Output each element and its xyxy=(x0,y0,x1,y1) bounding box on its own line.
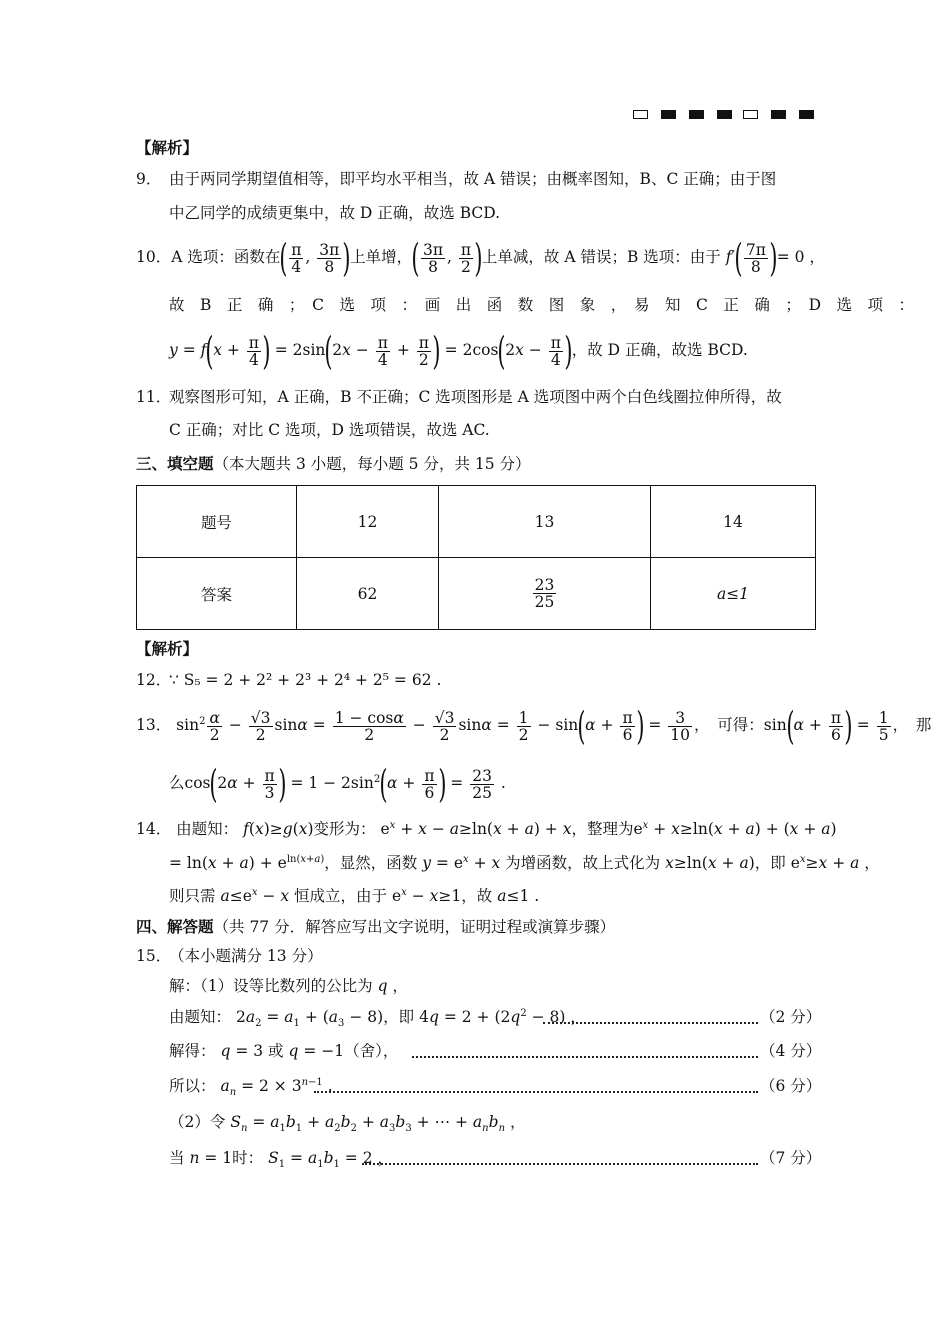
q14-line3: 则只需 $a\le e^x - x$ 恒成立，由于 $e^x - x\ge 1$，故 a≤1 . xyxy=(169,886,540,905)
q15-line1: 解：（1）设等比数列的公比为 q ， xyxy=(169,977,408,995)
table-answer-label: 答案 xyxy=(137,558,297,630)
q11-number: 11． xyxy=(136,388,172,406)
q10-a-prefix: A 选项：函数在 xyxy=(171,248,281,266)
answer-13 xyxy=(439,558,651,630)
answer-13-numerator: 23 xyxy=(534,576,555,594)
mark-filled xyxy=(661,110,676,119)
q14-number: 14． xyxy=(136,820,172,838)
q14-line2: = $\ln(x + a) + e^{ln(x+a)}$，显然，函数 $y = e^x + x$ 为增函数，故上式化为 x≥ln(x + a)，即 $e^x\ge x + a$ ， xyxy=(169,853,880,872)
q15-l4-prefix: 所以： xyxy=(169,1077,216,1095)
table-header-cell: 题号 xyxy=(137,486,297,558)
q12-text: ∵ S₅ = 2 + 2² + 2³ + 2⁴ + 2⁵ = 62 . xyxy=(169,671,442,689)
answer-12: 62 xyxy=(297,558,439,630)
q10-a-inc: 上单增， xyxy=(350,248,413,266)
q15-number: 15． xyxy=(136,947,172,965)
q11-line2: C 正确；对比 C 选项，D 选项错误，故选 AC. xyxy=(169,421,490,439)
leader-dots xyxy=(314,1091,758,1093)
table-row xyxy=(137,486,816,558)
q15-line6: 当 n = 1时： $S_1 = a_1b_1 = 2$ ， xyxy=(169,1149,394,1171)
q15-l5-prefix: （2）令 xyxy=(169,1113,226,1131)
q15-line2: 由题知： $2a_2 = a_1 + (a_3 - 8)$，即 $4q = 2 + (2q^2 - 8)$ ， xyxy=(169,1007,586,1030)
q13-line1: 13． $\sin^2$ $\frac{\alpha}{2}$ − $\frac{√3}{2}$ sinα = $\frac{1 - \cos\alpha}{2}$ − $\frac{√3}{2}$ sinα = $\frac{1}{2}$ − sin(α + $\frac{\pi}{6}$ ) = $\frac{3}{10}$ ， 可得：sin(α + $\frac{\pi}{6}$ ) = $\frac{1}{5}$ ， 那 xyxy=(136,704,932,748)
q13-tail: ， 那 xyxy=(892,716,932,734)
q14-t9: ，故 xyxy=(461,887,493,905)
q14-t1: 由题知： xyxy=(176,820,239,838)
q10-number: 10． xyxy=(136,248,172,266)
q10-line1: 10．A 选项：函数在( $\frac{\pi}{4}$ , $\frac{3\pi}{8}$ )上单增，( $\frac{3\pi}{8}$ , $\frac{\pi}{2}$ )上单减，故 A 错误；B 选项：由于 f′( $\frac{7\pi}{8}$ )= 0 ， xyxy=(136,236,825,280)
score-6: （6 分） xyxy=(760,1077,822,1095)
q15-title: （本小题满分 13 分） xyxy=(169,947,323,965)
q14-t8: 恒成立，由于 xyxy=(294,887,388,905)
q14-t5: 为增函数，故上式化为 xyxy=(505,854,661,872)
section-3-title: 三、填空题 xyxy=(136,454,214,473)
section-3-desc: （本大题共 3 小题，每小题 5 分，共 15 分） xyxy=(213,455,531,473)
q15-l6-prefix: 当 xyxy=(169,1149,185,1167)
q10-a-dec: 上单减，故 A 错误；B 选项：由于 xyxy=(481,248,721,266)
mark-filled xyxy=(689,110,704,119)
score-4: （4 分） xyxy=(760,1042,822,1060)
q15-line5: （2）令 $S_n = a_1b_1 + a_2b_2 + a_3b_3$ + ⋯ + $a_nb_n$ ， xyxy=(169,1113,526,1135)
table-header-cell: 14 xyxy=(651,486,816,558)
q9-number: 9． xyxy=(136,170,162,188)
q14-t7: 则只需 xyxy=(169,887,216,905)
score-2: （2 分） xyxy=(760,1008,822,1026)
q13-number: 13． xyxy=(136,716,172,734)
answer-14: a≤1 xyxy=(651,558,816,630)
score-7: （7 分） xyxy=(760,1149,822,1167)
q13-mid: ， 可得： xyxy=(694,716,764,734)
answer-13-denominator: 25 xyxy=(534,593,555,611)
q15-line3: 解得： q = 3 或 q = −1（舍）， xyxy=(169,1042,399,1060)
leader-dots xyxy=(362,1163,758,1165)
q12-number: 12． xyxy=(136,671,172,689)
q14-t6: ，即 xyxy=(754,854,786,872)
mark-open xyxy=(743,110,758,119)
leader-dots xyxy=(543,1022,758,1024)
table-header-cell: 12 xyxy=(297,486,439,558)
q9-line2: 中乙同学的成绩更集中，故 D 正确，故选 BCD. xyxy=(169,204,501,222)
section-4-heading xyxy=(136,919,615,936)
q10-end: ，故 D 正确，故选 BCD. xyxy=(571,341,748,359)
q15-l2-mid: ，即 xyxy=(383,1008,415,1026)
q15-line4: 所以： $a_n = 2 \times 3^{n-1}$ . xyxy=(169,1076,333,1099)
section-4-title: 四、解答题 xyxy=(136,917,214,936)
table-row xyxy=(137,558,816,630)
q10-line3: y = f(x + $\frac{\pi}{4}$ ) = 2sin(2x − $\frac{\pi}{4}$ + $\frac{\pi}{2}$ ) = 2cos(2x − $\frac{\pi}{4}$ )，故 D 正确，故选 BCD. xyxy=(169,329,748,373)
leader-dots xyxy=(412,1056,758,1058)
analysis-heading: 【解析】 xyxy=(136,639,199,658)
q14-line1: 14． 由题知： f(x)≥g(x)变形为： $e^x + x - a\ge\ln(x + a) + x$，整理为$e^x + x\ge\ln(x + a) + (x + a)$ xyxy=(136,819,837,838)
mark-filled xyxy=(771,110,786,119)
q10-line2: 故 B 正 确 ； C 选 项 ： 画 出 函 数 图 象 ， 易 知 C 正 确 ； D 选 项 ： xyxy=(169,296,915,314)
q13-line2-prefix: 么 xyxy=(169,774,185,792)
section-3-heading xyxy=(136,456,531,473)
q15-l1: 解：（1）设等比数列的公比为 xyxy=(169,977,373,995)
answer-table xyxy=(136,485,816,630)
q11-line1: 观察图形可知，A 正确，B 不正确；C 选项图形是 A 选项图中两个白色线圈拉伸所得，故 xyxy=(169,388,782,406)
q9-line1: 由于两同学期望值相等，即平均水平相当，故 A 错误；由概率图知，B、C 正确；由于图 xyxy=(169,170,777,188)
q14-t4: ，显然，函数 xyxy=(324,854,418,872)
q15-l2-prefix: 由题知： xyxy=(169,1008,232,1026)
analysis-heading: 【解析】 xyxy=(136,138,199,157)
mark-open xyxy=(633,110,648,119)
section-4-desc: （共 77 分．解答应写出文字说明，证明过程或演算步骤） xyxy=(213,918,616,936)
table-header-cell: 13 xyxy=(439,486,651,558)
mark-filled xyxy=(799,110,814,119)
q13-line2: 么cos(2α + $\frac{\pi}{3}$ ) = $1 - 2\sin^2(\alpha$ + $\frac{\pi}{6}$ ) = $\frac{23}{25}$ . xyxy=(169,762,506,806)
q15-l3-prefix: 解得： xyxy=(169,1042,216,1060)
mark-filled xyxy=(717,110,732,119)
q15-l3-or: 或 xyxy=(268,1042,284,1060)
q14-t2: 变形为： xyxy=(313,820,376,838)
q15-l6-when: 时： xyxy=(232,1149,264,1167)
q15-l3-rej: （舍）， xyxy=(344,1042,399,1060)
q14-t3: ，整理为 xyxy=(571,820,634,838)
